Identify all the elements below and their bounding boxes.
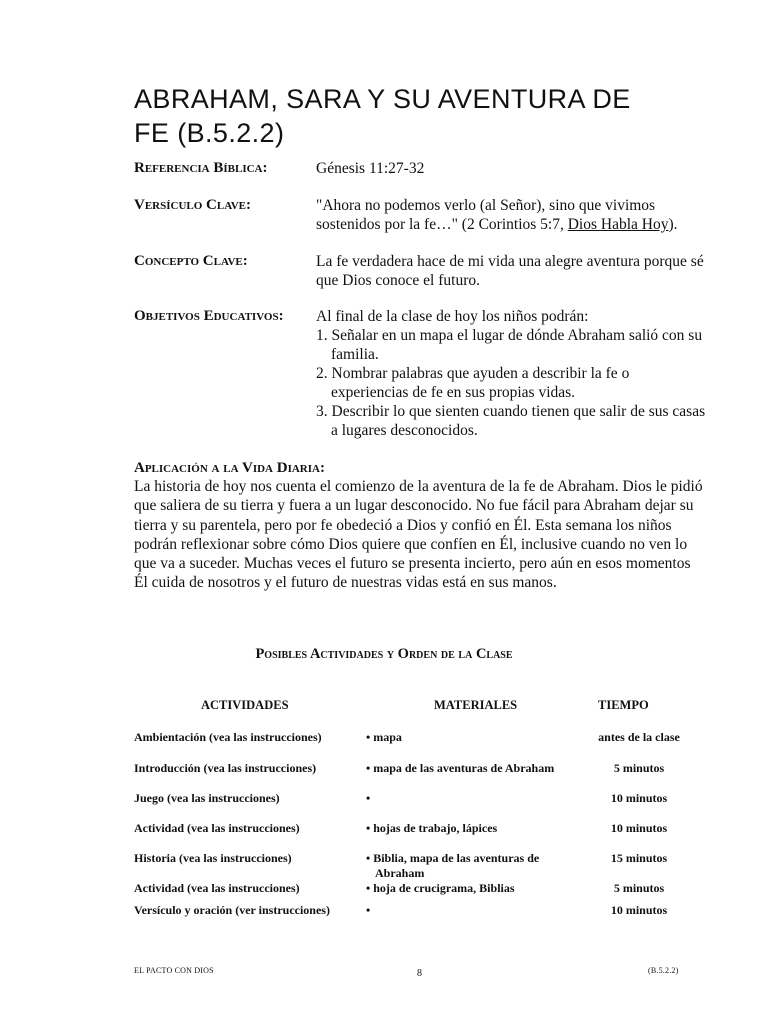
col-header-tiempo: TIEMPO: [598, 698, 649, 712]
row-actividad: Actividad (vea las instrucciones): [134, 821, 300, 835]
row-tiempo: 10 minutos: [610, 903, 668, 917]
row-tiempo: 10 minutos: [610, 821, 668, 835]
referencia-value: Génesis 11:27-32: [316, 160, 425, 177]
row-actividad: Juego (vea las instrucciones): [134, 791, 280, 805]
concepto-value: La fe verdadera hace de mi vida una alegre aventura porque sé que Dios conoce el futuro.: [316, 253, 704, 289]
aplicacion-heading: Aplicación a la Vida Diaria:: [134, 460, 325, 476]
referencia-label: Referencia Bíblica:: [134, 160, 268, 176]
row-tiempo: 5 minutos: [613, 881, 665, 895]
col-header-materiales: MATERIALES: [434, 698, 518, 712]
versiculo-value: [316, 196, 706, 234]
versiculo-text-end: ).: [668, 216, 678, 233]
row-materiales: • mapa: [366, 730, 402, 744]
row-tiempo: antes de la clase: [598, 730, 680, 744]
row-actividad: Historia (vea las instrucciones): [134, 851, 292, 865]
row-materiales: •: [366, 903, 371, 917]
row-materiales: •: [366, 791, 371, 805]
page-title: ABRAHAM, SARA Y SU AVENTURA DE FE (B.5.2.2): [134, 84, 631, 148]
row-actividad: Versículo y oración (ver instrucciones): [134, 903, 330, 917]
row-materiales: • Biblia, mapa de las aventuras de Abraham: [366, 851, 540, 880]
footer-page-number: 8: [417, 968, 423, 979]
row-actividad: Actividad (vea las instrucciones): [134, 881, 300, 895]
footer-series-title: EL PACTO CON DIOS: [134, 966, 214, 975]
objetivos-list: [316, 326, 706, 440]
col-header-actividades: ACTIVIDADES: [201, 698, 289, 712]
objetivos-label: Objetivos Educativos:: [134, 308, 284, 324]
row-materiales: • mapa de las aventuras de Abraham: [366, 761, 555, 775]
objetivos-intro: Al final de la clase de hoy los niños podrán:: [316, 308, 589, 325]
row-materiales: • hoja de crucigrama, Biblias: [366, 881, 515, 895]
objetivos-value: [316, 307, 706, 440]
activities-section-title: Posibles Actividades y Orden de la Clase: [255, 646, 513, 662]
row-tiempo: 5 minutos: [613, 761, 665, 775]
objetivo-item: 1. Señalar en un mapa el lugar de dónde Abraham salió con su familia.: [316, 327, 703, 363]
objetivo-item: 2. Nombrar palabras que ayuden a describir la fe o experiencias de fe en sus propias vidas.: [316, 365, 630, 401]
row-actividad: Ambientación (vea las instrucciones): [134, 730, 322, 744]
versiculo-label: Versículo Clave:: [134, 197, 252, 213]
row-tiempo: 10 minutos: [610, 791, 668, 805]
footer-lesson-code: (B.5.2.2): [648, 966, 679, 975]
versiculo-text: "Ahora no podemos verlo (al Señor), sino que vivimos sostenidos por la fe…" (2 Corintios 5:7,: [316, 197, 656, 233]
row-actividad: Introducción (vea las instrucciones): [134, 761, 317, 775]
objetivo-item: 3. Describir lo que sienten cuando tienen que salir de sus casas a lugares desconocidos.: [316, 403, 706, 439]
row-tiempo: 15 minutos: [610, 851, 668, 865]
versiculo-version-link: Dios Habla Hoy: [567, 216, 669, 233]
aplicacion-body: La historia de hoy nos cuenta el comienzo de la aventura de la fe de Abraham. Dios le pidió que saliera de su tierra y fuera a un lugar desconocido. No fue fácil para Abraham dejar su tierra y su parentela, pero por fe obedeció a Dios y confió en Él. Esta semana los niños podrán reflexionar sobre cómo Dios quiere que confíen en Él, inclusive cuando no ven lo que va a suceder. Muchas veces el futuro se presenta incierto, pero aún en esos momentos Él cuida de nosotros y el futuro de nuestras vidas está en sus manos.: [134, 478, 703, 592]
row-materiales: • hojas de trabajo, lápices: [366, 821, 498, 835]
concepto-label: Concepto Clave:: [134, 253, 248, 269]
